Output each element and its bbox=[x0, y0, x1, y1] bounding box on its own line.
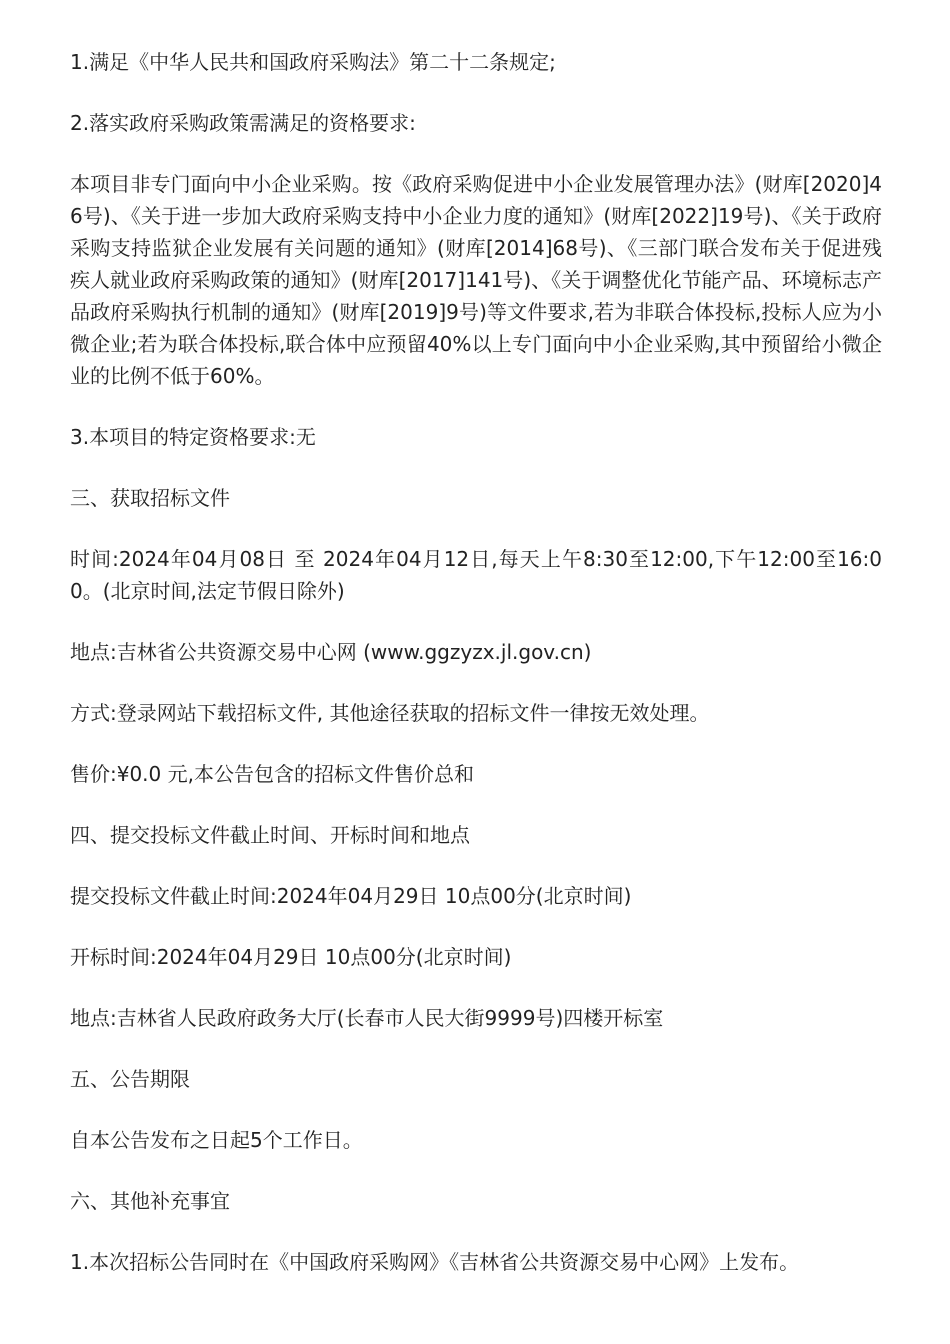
submission-deadline: 提交投标文件截止时间:2024年04月29日 10点00分(北京时间) bbox=[70, 884, 632, 908]
announcement-body bbox=[70, 46, 882, 1307]
section-heading-4: 四、提交投标文件截止时间、开标时间和地点 bbox=[70, 823, 470, 847]
supplementary-item-1: 1.本次招标公告同时在《中国政府采购网》《吉林省公共资源交易中心网》上发布。 bbox=[70, 1250, 800, 1274]
announcement-period: 自本公告发布之日起5个工作日。 bbox=[70, 1128, 363, 1152]
qualification-item-3: 3.本项目的特定资格要求:无 bbox=[70, 425, 316, 449]
acquisition-location: 地点:吉林省公共资源交易中心网 (www.ggzyzx.jl.gov.cn) bbox=[70, 640, 592, 664]
qualification-item-1: 1.满足《中华人民共和国政府采购法》第二十二条规定; bbox=[70, 50, 556, 74]
qualification-item-2: 2.落实政府采购政策需满足的资格要求: bbox=[70, 111, 416, 135]
section-heading-6: 六、其他补充事宜 bbox=[70, 1189, 230, 1213]
acquisition-time: 时间:2024年04月08日 至 2024年04月12日,每天上午8:30至12:00,下午12:00至16:00。(北京时间,法定节假日除外) bbox=[70, 547, 882, 603]
section-heading-3: 三、获取招标文件 bbox=[70, 486, 230, 510]
sme-policy-paragraph: 本项目非专门面向中小企业采购。按《政府采购促进中小企业发展管理办法》(财库[2020]46号)、《关于进一步加大政府采购支持中小企业力度的通知》(财库[2022]19号)、《关于政府采购支持监狱企业发展有关问题的通知》(财库[2014]68号)、《三部门联合发布关于促进残疾人就业政府采购政策的通知》(财库[2017]141号)、《关于调整优化节能产品、环境标志产品政府采购执行机制的通知》(财库[2019]9号)等文件要求,若为非联合体投标,投标人应为小微企业;若为联合体投标,联合体中应预留40%以上专门面向中小企业采购,其中预留给小微企业的比例不低于60%。 bbox=[70, 172, 882, 388]
acquisition-method: 方式:登录网站下载招标文件, 其他途径获取的招标文件一律按无效处理。 bbox=[70, 701, 710, 725]
section-heading-5: 五、公告期限 bbox=[70, 1067, 190, 1091]
bid-opening-time: 开标时间:2024年04月29日 10点00分(北京时间) bbox=[70, 945, 512, 969]
bid-opening-location: 地点:吉林省人民政府政务大厅(长春市人民大街9999号)四楼开标室 bbox=[70, 1006, 664, 1030]
document-price: 售价:¥0.0 元,本公告包含的招标文件售价总和 bbox=[70, 762, 474, 786]
